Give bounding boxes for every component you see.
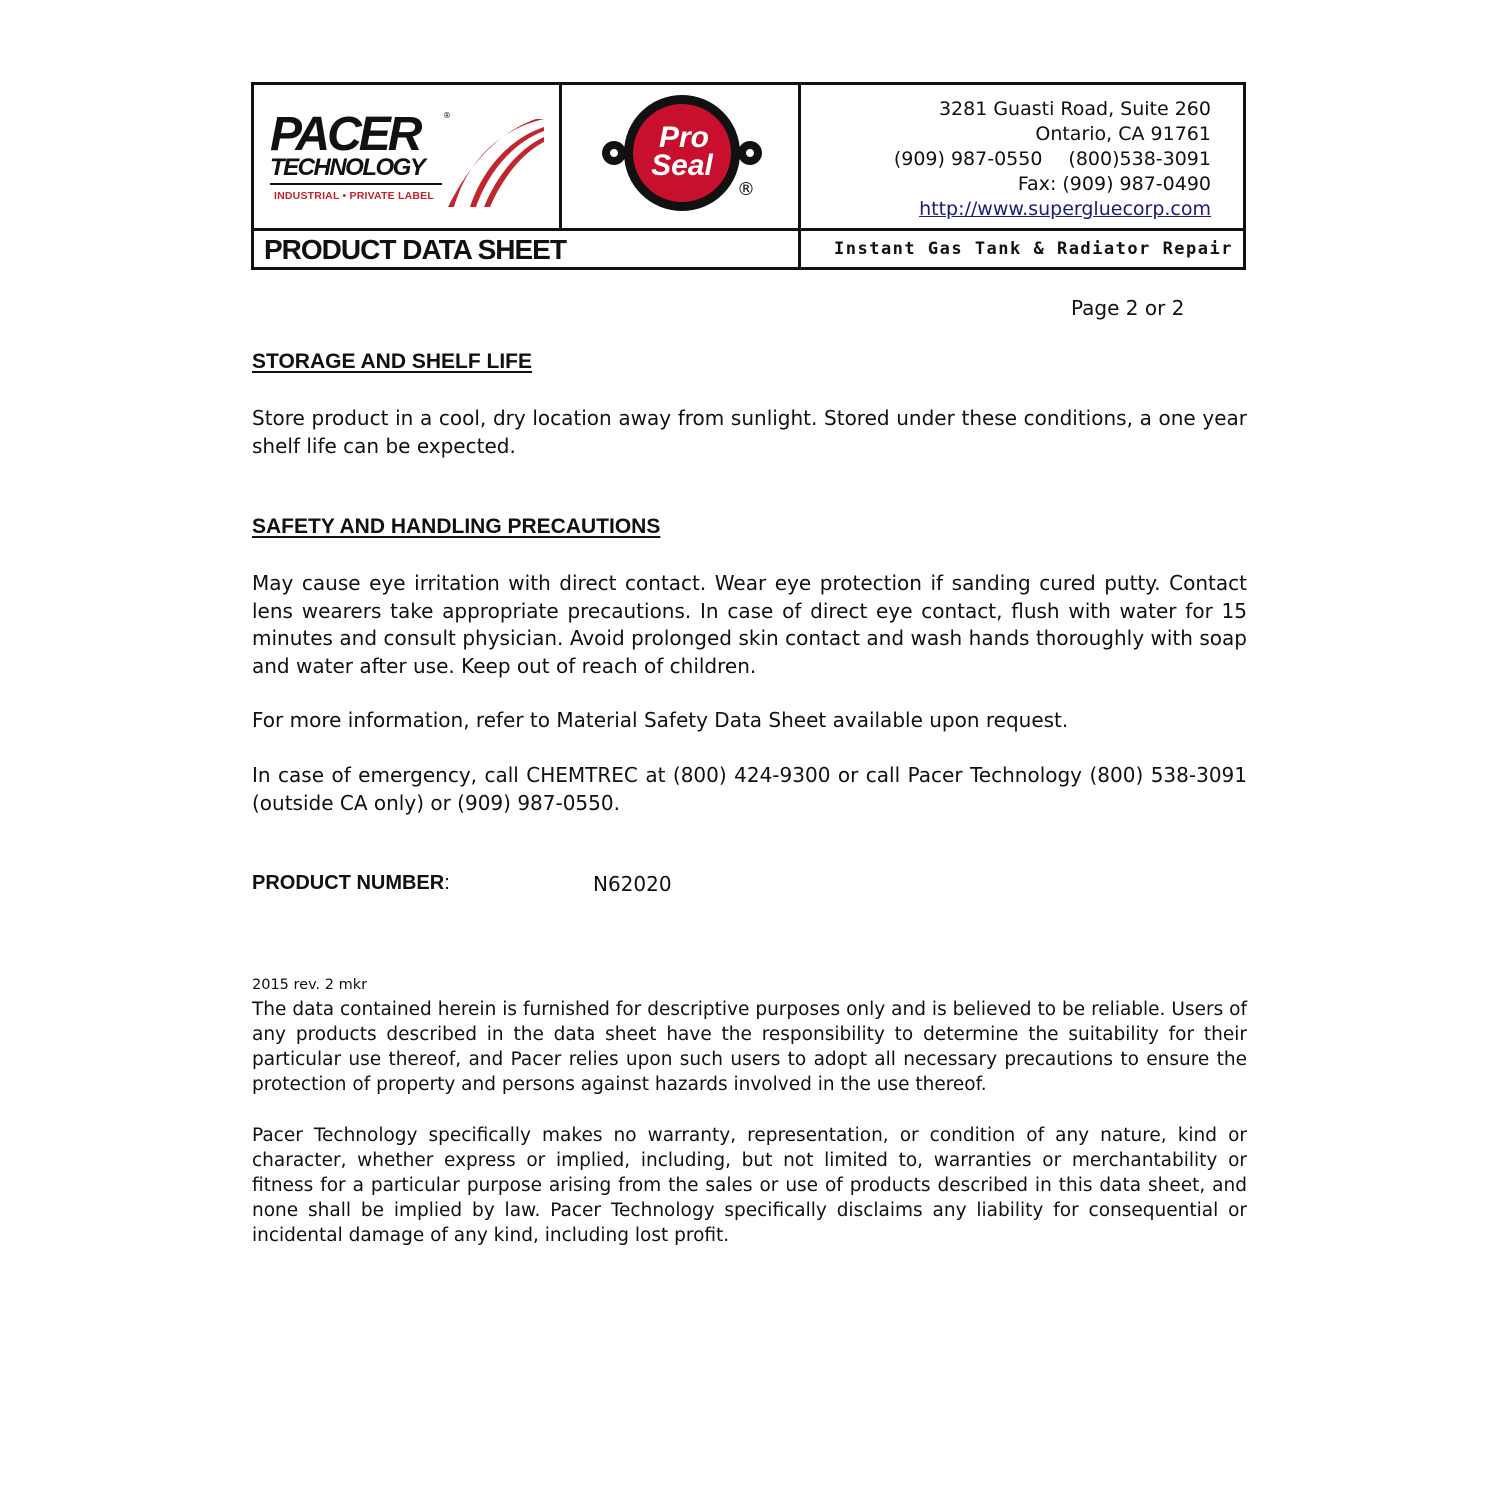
registered-mark-icon: ®: [443, 111, 451, 120]
safety-paragraph-2: For more information, refer to Material Safety Data Sheet available upon request.: [252, 708, 1069, 732]
pacer-technology-logo: [266, 107, 551, 207]
disclaimer-paragraph-1: The data contained herein is furnished for descriptive purposes only and is believed to be reliable. Users of any products described in the data sheet have the responsibility to determine the suitability for their particular use thereof, and Pacer relies upon such users to adopt all necessary precautions to ensure the protection of property and persons against hazards involved in the use thereof.: [252, 999, 1247, 1095]
storage-heading: STORAGE AND SHELF LIFE: [252, 350, 533, 373]
header-table: [251, 82, 1246, 270]
proseal-logo-cell: [562, 85, 801, 228]
swoosh-icon: [446, 115, 546, 207]
product-number-label-text: PRODUCT NUMBER: [252, 872, 445, 894]
safety-heading: SAFETY AND HANDLING PRECAUTIONS: [252, 515, 661, 538]
page-number: Page 2 or 2: [1071, 296, 1185, 320]
revision-note: 2015 rev. 2 mkr: [252, 977, 368, 993]
product-number-value: N62020: [593, 872, 672, 896]
proseal-registered-mark: ®: [737, 179, 755, 200]
doc-type-cell: [254, 231, 801, 267]
logo-tagline: INDUSTRIAL • PRIVATE LABEL: [274, 190, 434, 202]
product-number-label: [252, 872, 450, 895]
fax-number: Fax: (909) 987-0490: [1017, 173, 1211, 195]
address-phones: [894, 147, 1211, 172]
logo-pacer-text: PACER: [270, 108, 420, 161]
product-number-colon: :: [444, 872, 450, 894]
pacer-logo-cell: [254, 85, 562, 228]
proseal-logo: [602, 95, 762, 215]
logo-technology-text: TECHNOLOGY: [270, 154, 425, 181]
product-name-cell: [801, 231, 1243, 267]
address-cell: [801, 85, 1243, 228]
tollfree-number: (800)538-3091: [1068, 148, 1211, 170]
proseal-pro-text: Pro: [658, 121, 710, 154]
logo-rule: [270, 183, 442, 185]
storage-text: Store product in a cool, dry location away from sunlight. Stored under these conditions, a one year shelf life can be expected.: [252, 406, 1247, 458]
safety-paragraph-3: In case of emergency, call CHEMTREC at (800) 424-9300 or call Pacer Technology (800) 538-3091 (outside CA only) or (909) 987-0550.: [252, 763, 1247, 815]
address-city: Ontario, CA 91761: [1035, 123, 1211, 145]
address-block: [894, 97, 1211, 222]
address-street: 3281 Guasti Road, Suite 260: [938, 98, 1211, 120]
proseal-seal-text: Seal: [651, 149, 713, 182]
website-link[interactable]: http://www.supergluecorp.com: [919, 198, 1211, 220]
safety-paragraph-1: May cause eye irritation with direct contact. Wear eye protection if sanding cured putty. Contact lens wearers take appropriate precautions. In case of direct eye contact, flush with water for 15 minutes and consult physician. Avoid prolonged skin contact and wash hands thoroughly with soap and water after use. Keep out of reach of children.: [252, 571, 1247, 678]
header-bottom-row: [254, 231, 1243, 267]
doc-type-title: PRODUCT DATA SHEET: [264, 234, 566, 265]
product-name: Instant Gas Tank & Radiator Repair: [834, 239, 1233, 259]
phone-number: (909) 987-0550: [893, 148, 1043, 170]
header-top-row: [254, 85, 1243, 231]
disclaimer-paragraph-2: Pacer Technology specifically makes no warranty, representation, or condition of any nature, kind or character, whether express or implied, including, but not limited to, warranties or merchantability or fitness for a particular purpose arising from the sales or use of products described in this data sheet, and none shall be implied by law. Pacer Technology specifically disclaims any liability for consequential or incidental damage of any kind, including lost profit.: [252, 1125, 1247, 1246]
